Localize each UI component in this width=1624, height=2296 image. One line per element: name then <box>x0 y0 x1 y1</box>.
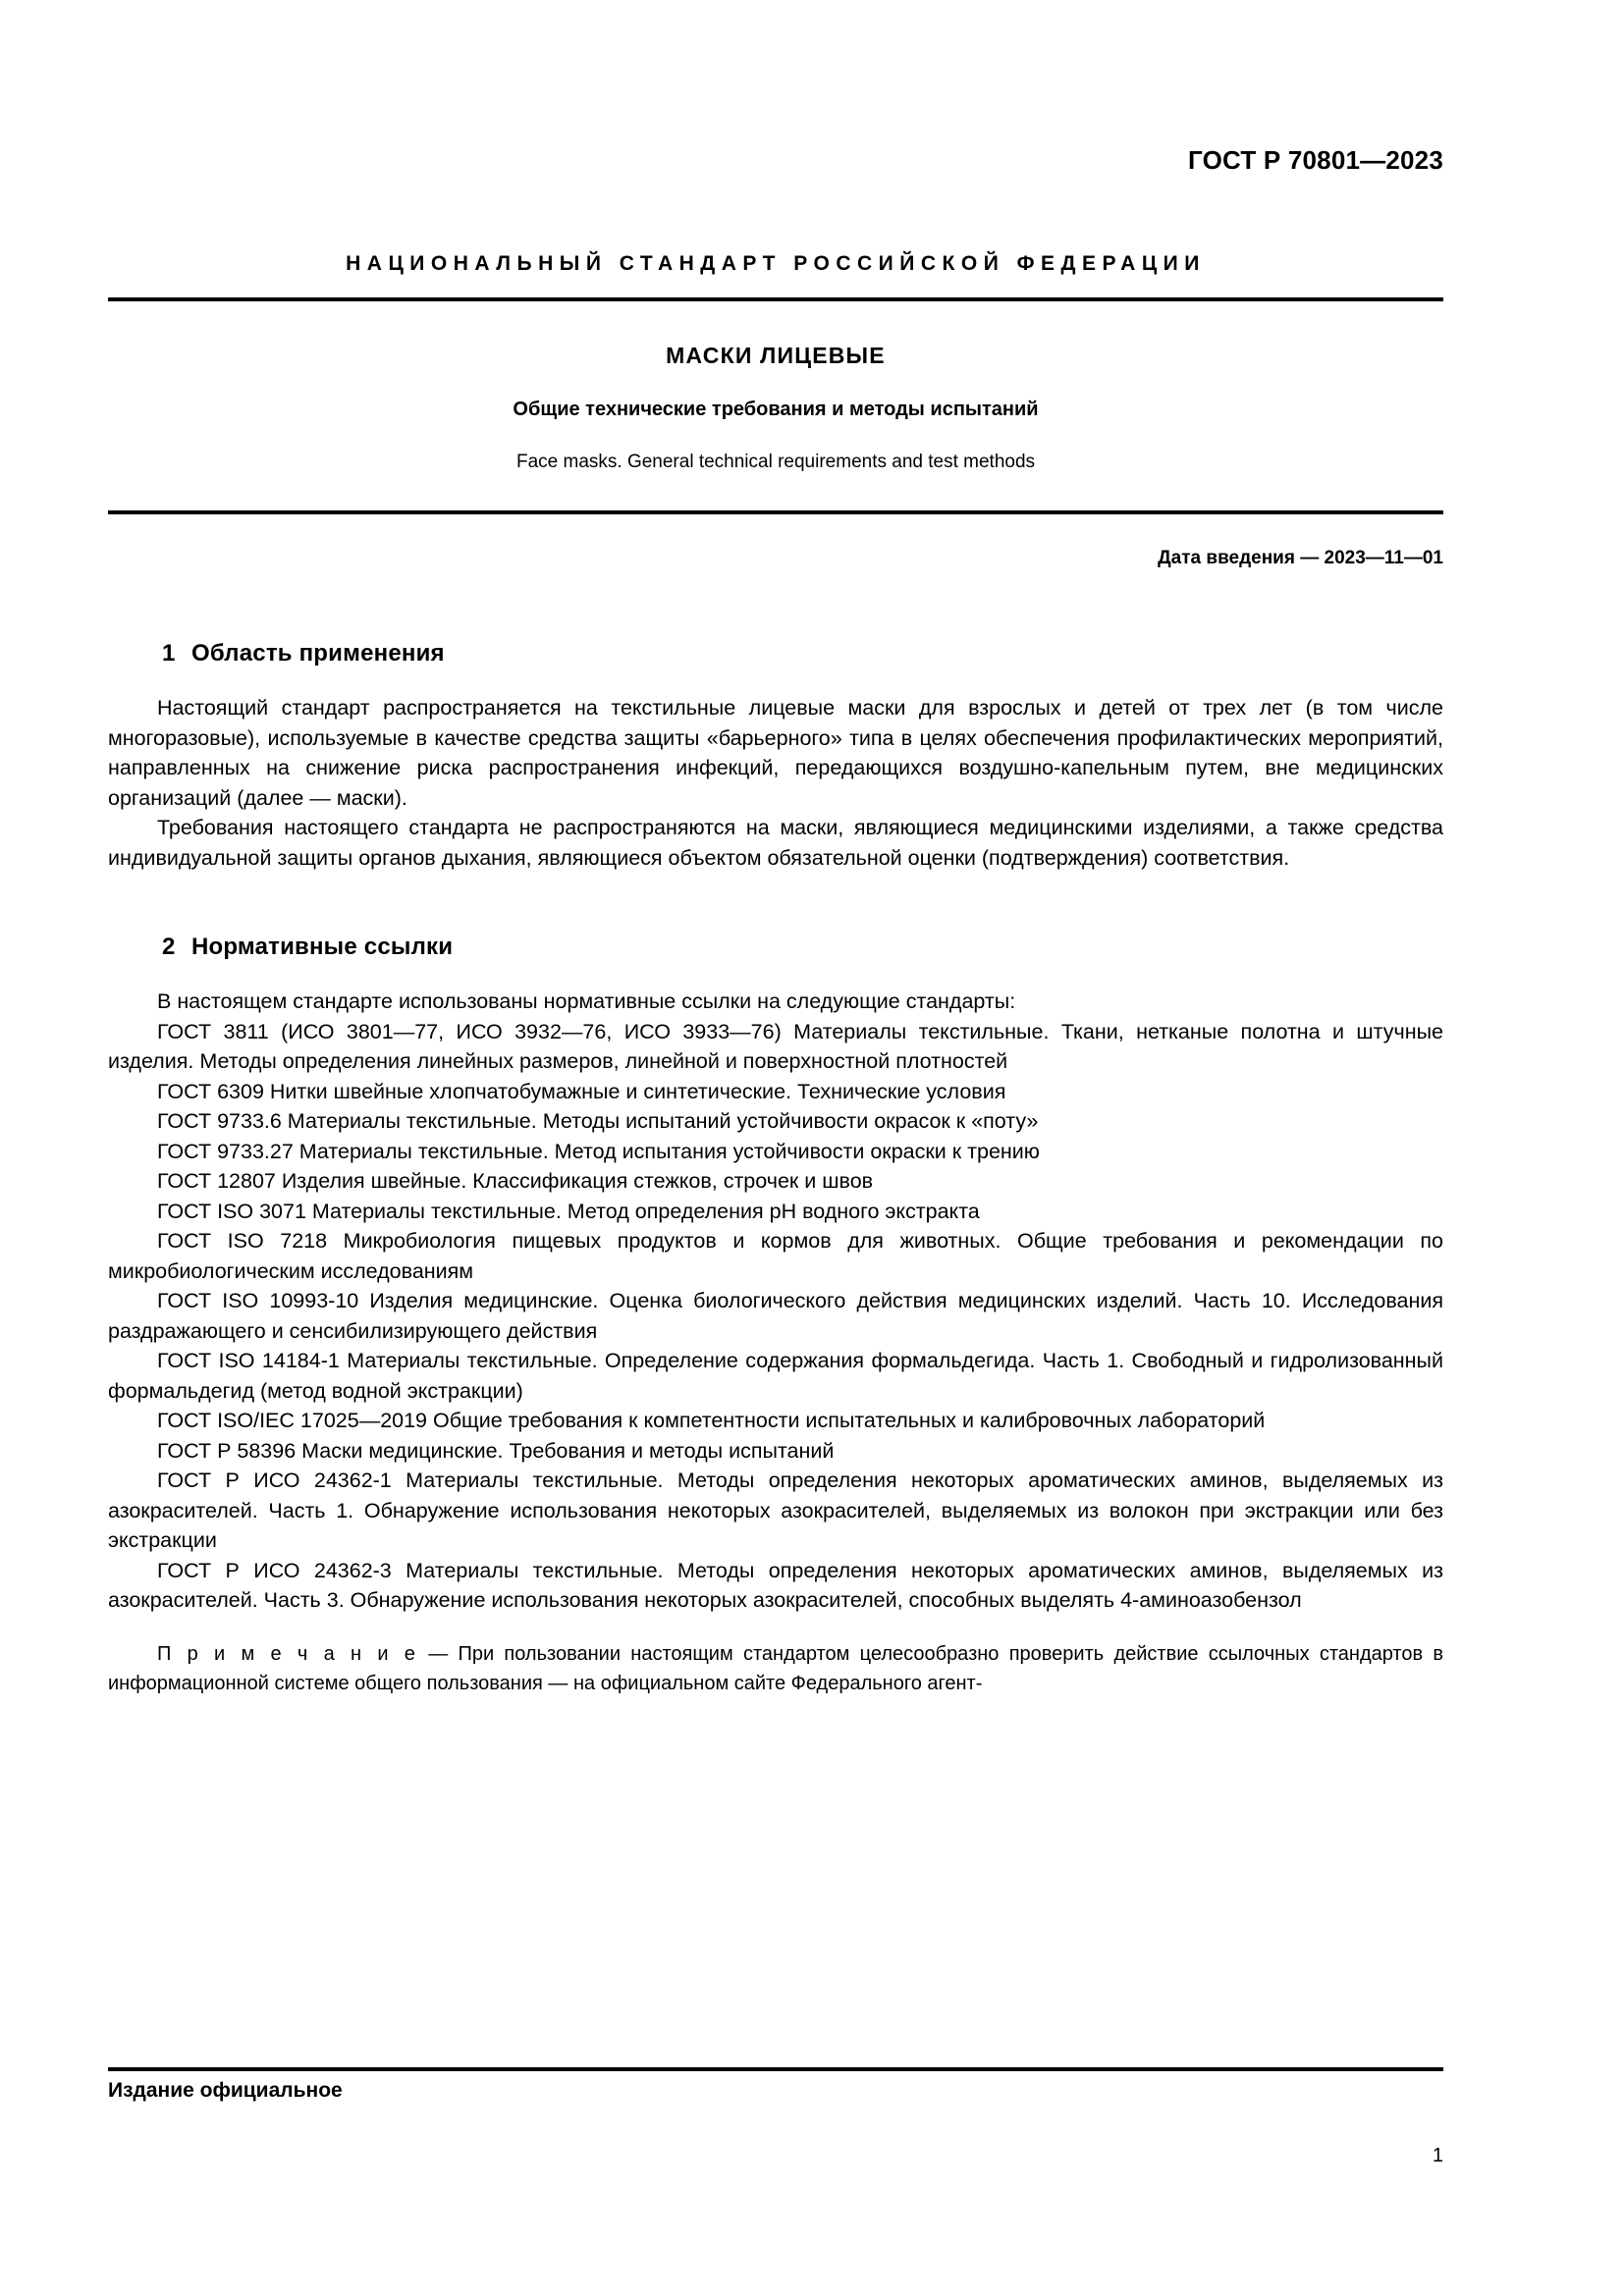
reference-item: ГОСТ 12807 Изделия швейные. Классификация стежков, строчек и швов <box>157 1169 874 1193</box>
reference-item: ГОСТ ISO 3071 Материалы текстильные. Метод определения pH водного экстракта <box>157 1199 980 1223</box>
paragraph: В настоящем стандарте использованы нормативные ссылки на следующие стандарты: <box>157 989 1016 1013</box>
reference-item: ГОСТ Р ИСО 24362-3 Материалы текстильные. Методы определения некоторых ароматических аминов, выделяемых из азокрасителей. Часть 3. Обнаружение использования некоторых азокрасителей, способных выделять 4-аминоазобензол <box>108 1558 1443 1612</box>
document-code: ГОСТ Р 70801—2023 <box>1188 145 1443 175</box>
section-heading-scope <box>108 640 1443 667</box>
reference-item: ГОСТ 9733.6 Материалы текстильные. Методы испытаний устойчивости окрасок к «поту» <box>157 1109 1039 1133</box>
reference-item: ГОСТ Р 58396 Маски медицинские. Требования и методы испытаний <box>157 1438 835 1463</box>
divider-footer <box>108 2067 1443 2071</box>
note-text: — При пользовании настоящим стандартом целесообразно проверить действие ссылочных стандартов в информационной системе общего пользования — на официальном сайте Федерального агент- <box>108 1642 1444 1694</box>
divider-top <box>108 297 1443 301</box>
reference-item: ГОСТ Р ИСО 24362-1 Материалы текстильные. Методы определения некоторых ароматических аминов, выделяемых из азокрасителей. Часть 1. Обнаружение использования некоторых азокрасителей, выделяемых из волокон при экстракции или без экстракции <box>108 1468 1443 1552</box>
reference-item: ГОСТ ISO 10993-10 Изделия медицинские. Оценка биологического действия медицинских изделий. Часть 10. Исследования раздражающего и сенсибилизирующего действия <box>108 1289 1443 1343</box>
section-title-references: Нормативные ссылки <box>191 934 454 960</box>
note-paragraph <box>108 1639 1443 1698</box>
paragraph: Требования настоящего стандарта не распространяются на маски, являющиеся медицинскими изделиями, а также средства индивидуальной защиты органов дыхания, являющиеся объектом обязательной оценки (подтверждения) соответствия. <box>108 816 1443 870</box>
page-content <box>108 0 1443 1698</box>
reference-item: ГОСТ ISO 7218 Микробиология пищевых продуктов и кормов для животных. Общие требования и рекомендации по микробиологическим исследованиям <box>108 1229 1443 1283</box>
section-title-scope: Область применения <box>191 640 445 667</box>
introduction-date: Дата введения — 2023—11—01 <box>1158 548 1443 568</box>
reference-item: ГОСТ ISO 14184-1 Материалы текстильные. Определение содержания формальдегида. Часть 1. Свободный и гидролизованный формальдегид (метод водной экстракции) <box>108 1349 1443 1403</box>
document-title: МАСКИ ЛИЦЕВЫЕ <box>666 343 886 368</box>
reference-item: ГОСТ 9733.27 Материалы текстильные. Метод испытания устойчивости окраски к трению <box>157 1139 1040 1163</box>
references-list <box>108 987 1443 1616</box>
page-number: 1 <box>1432 2145 1443 2166</box>
national-standard-line: НАЦИОНАЛЬНЫЙ СТАНДАРТ РОССИЙСКОЙ ФЕДЕРАЦИИ <box>346 252 1206 275</box>
reference-item: ГОСТ 6309 Нитки швейные хлопчатобумажные и синтетические. Технические условия <box>157 1079 1006 1103</box>
reference-item: ГОСТ ISO/IEC 17025—2019 Общие требования к компетентности испытательных и калибровочных лабораторий <box>157 1409 1266 1432</box>
section-number-references: 2 <box>162 934 176 960</box>
section-number-scope: 1 <box>162 640 176 667</box>
divider-below-title <box>108 510 1443 514</box>
reference-item: ГОСТ 3811 (ИСО 3801—77, ИСО 3932—76, ИСО 3933—76) Материалы текстильные. Ткани, нетканые полотна и штучные изделия. Методы определения линейных размеров, линейной и поверхностной плотностей <box>108 1019 1443 1073</box>
document-subtitle: Общие технические требования и методы испытаний <box>513 399 1039 420</box>
paragraph: Настоящий стандарт распространяется на текстильные лицевые маски для взрослых и детей от трех лет (в том числе многоразовые), используемые в качестве средства защиты «барьерного» типа в целях обеспечения профилактических мероприятий, направленных на снижение риска распространения инфекций, передающихся воздушно-капельным путем, вне медицинских организаций (далее — маски). <box>108 696 1443 810</box>
title-block <box>108 343 1443 473</box>
section-heading-references <box>108 934 1443 961</box>
document-title-english: Face masks. General technical requirements and test methods <box>515 452 1036 472</box>
official-edition-label: Издание официальное <box>108 2079 343 2102</box>
note-label: П р и м е ч а н и е <box>157 1642 418 1665</box>
